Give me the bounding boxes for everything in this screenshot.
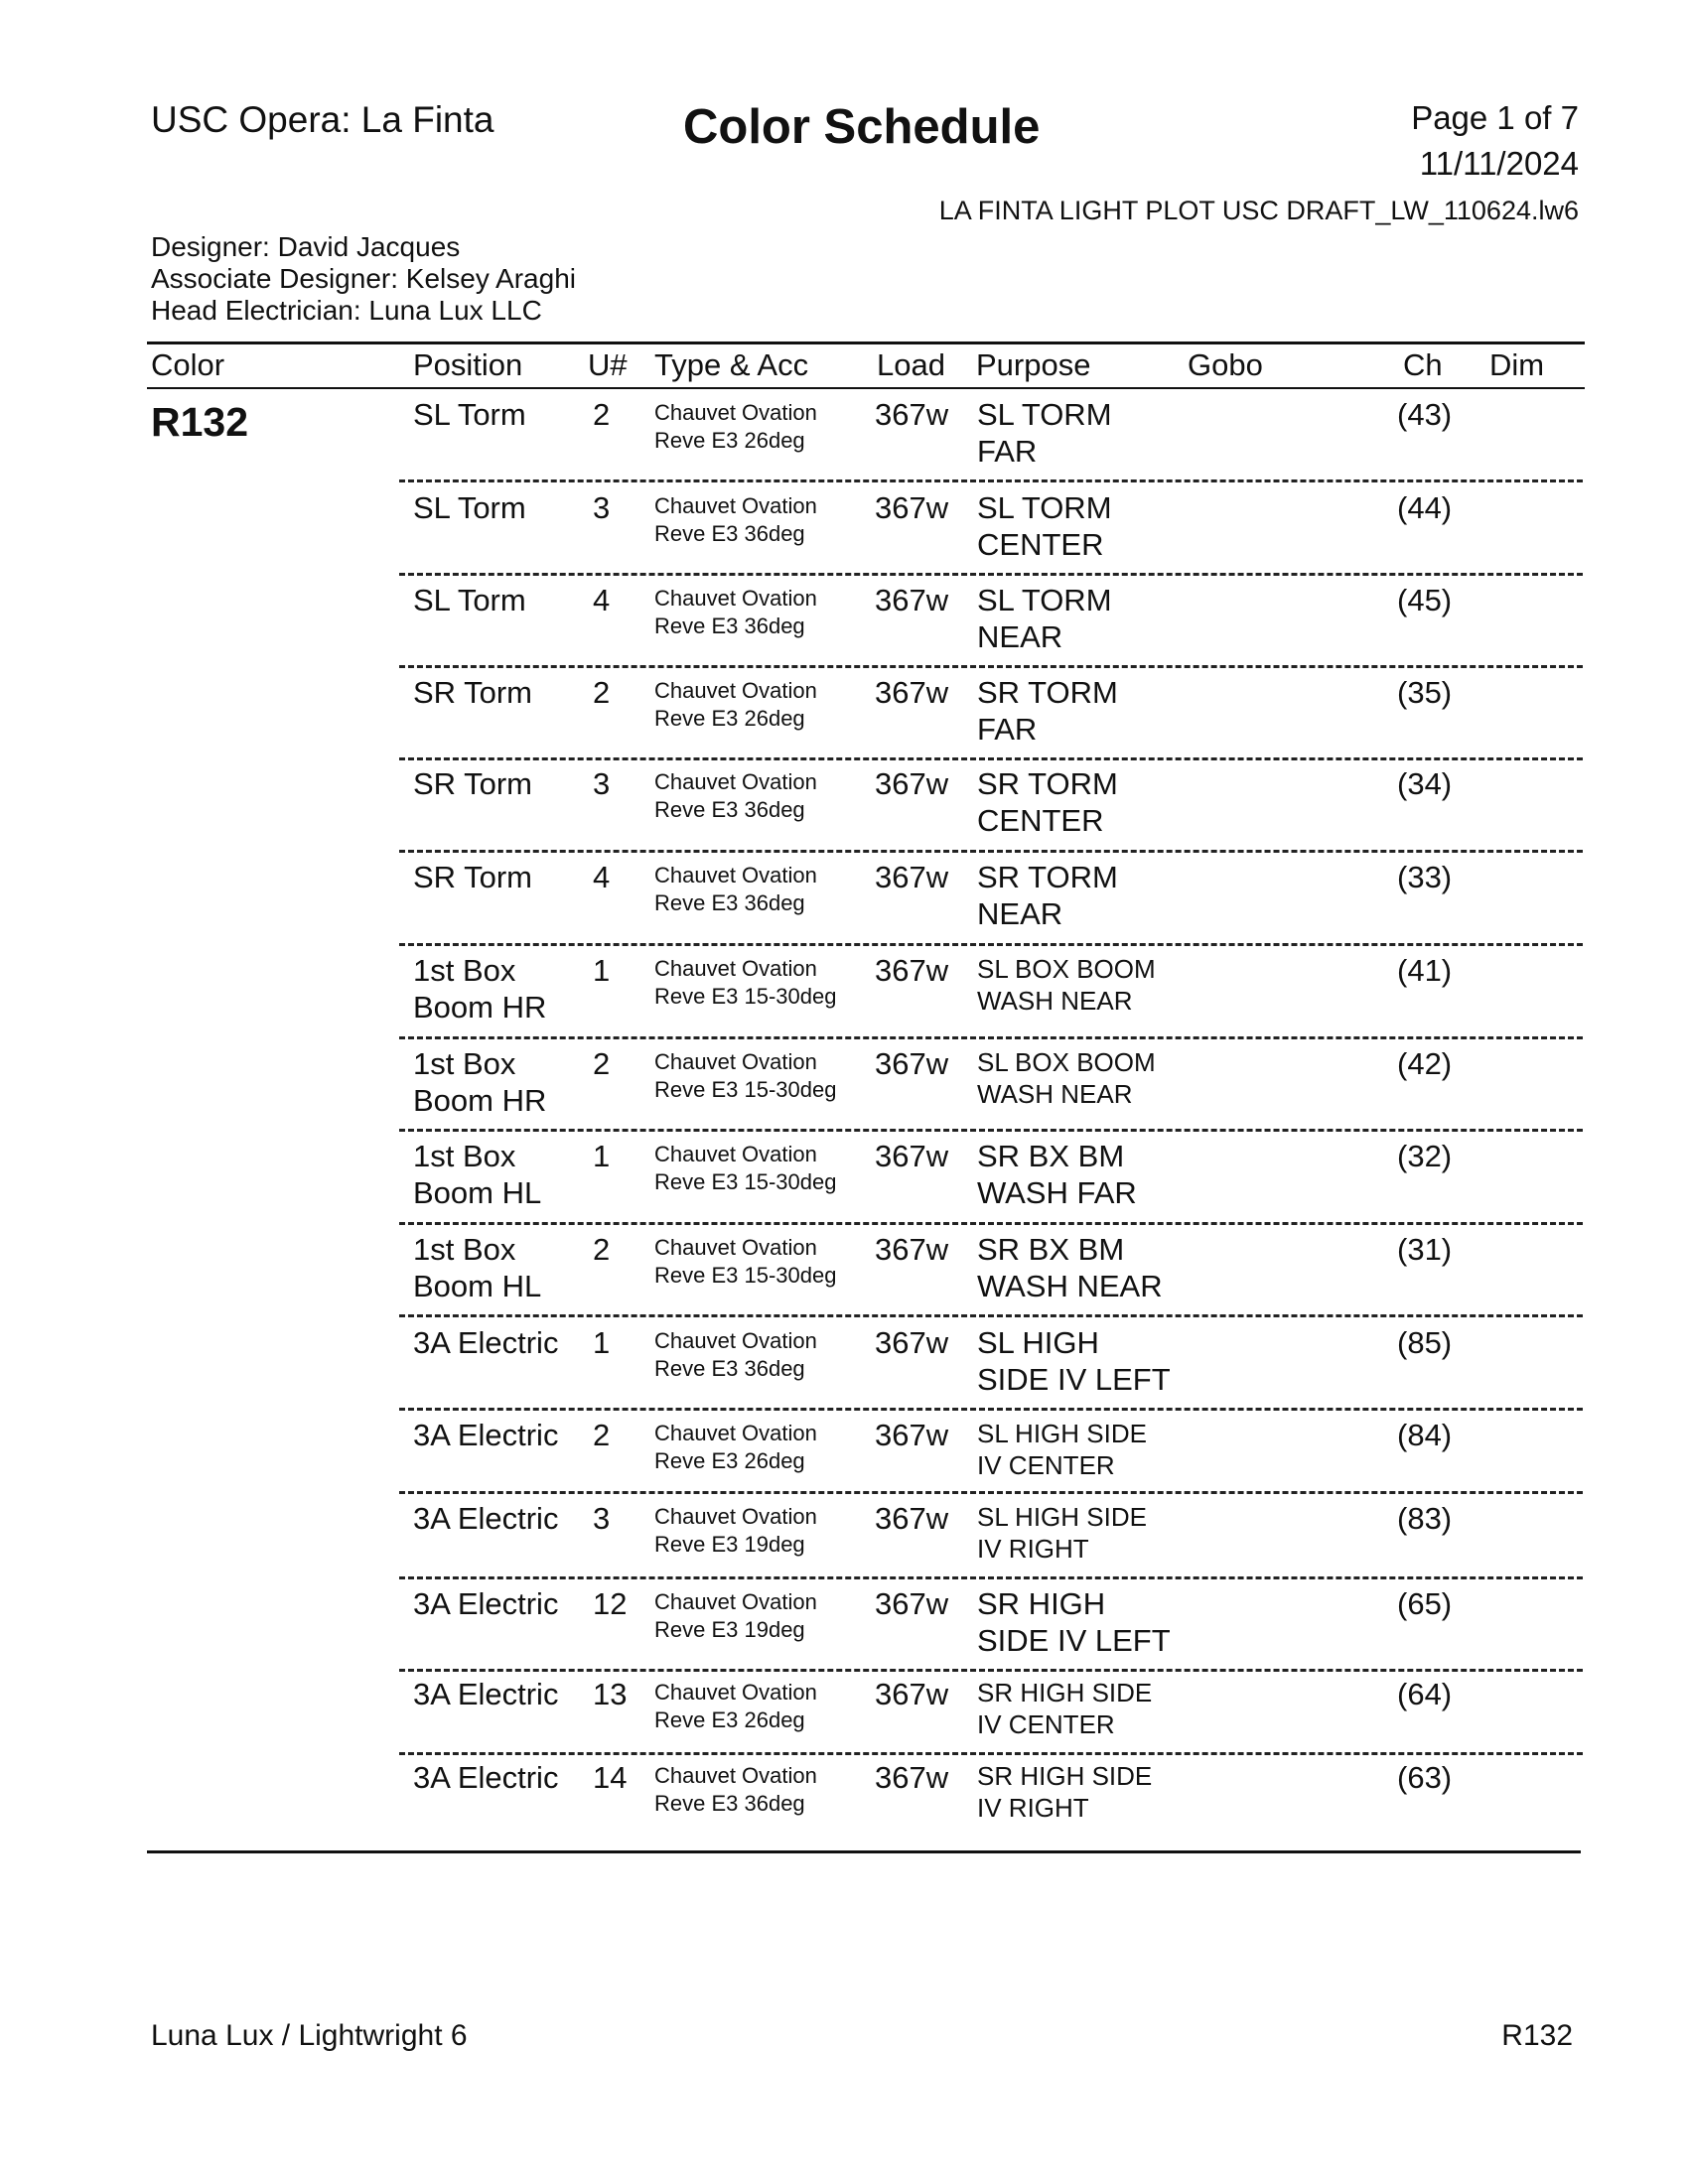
page-title: Color Schedule bbox=[683, 100, 1041, 154]
header-rule-bottom bbox=[147, 387, 1585, 389]
channel-cell: (42) bbox=[1397, 1046, 1453, 1081]
unit-cell: 3 bbox=[593, 1501, 611, 1536]
unit-cell: 4 bbox=[593, 860, 611, 894]
row-separator bbox=[399, 1669, 1583, 1672]
position-cell: 1st Box Boom HR bbox=[413, 953, 547, 1024]
file-name: LA FINTA LIGHT PLOT USC DRAFT_LW_110624.lw6 bbox=[938, 196, 1579, 225]
unit-cell: 12 bbox=[593, 1586, 628, 1621]
type-accessory-cell: Chauvet Ovation Reve E3 36deg bbox=[654, 1763, 817, 1816]
position-cell: 1st Box Boom HR bbox=[413, 1046, 547, 1118]
channel-cell: (65) bbox=[1397, 1586, 1453, 1621]
position-cell: SL Torm bbox=[413, 583, 526, 617]
type-accessory-cell: Chauvet Ovation Reve E3 19deg bbox=[654, 1504, 817, 1557]
purpose-cell: SL BOX BOOM WASH NEAR bbox=[977, 954, 1156, 1016]
channel-cell: (32) bbox=[1397, 1139, 1453, 1173]
row-separator bbox=[399, 1129, 1583, 1132]
designer-credit: Designer: David Jacques bbox=[151, 231, 461, 262]
load-cell: 367w bbox=[875, 583, 949, 617]
unit-cell: 2 bbox=[593, 1232, 611, 1267]
column-header-channel: Ch bbox=[1403, 347, 1443, 382]
load-cell: 367w bbox=[875, 766, 949, 801]
type-accessory-cell: Chauvet Ovation Reve E3 36deg bbox=[654, 863, 817, 915]
position-cell: 3A Electric bbox=[413, 1325, 559, 1360]
row-separator bbox=[399, 1408, 1583, 1411]
row-separator bbox=[399, 573, 1583, 576]
purpose-cell: SR TORM NEAR bbox=[977, 860, 1118, 931]
row-separator bbox=[399, 850, 1583, 853]
purpose-cell: SL HIGH SIDE IV CENTER bbox=[977, 1419, 1147, 1480]
type-accessory-cell: Chauvet Ovation Reve E3 26deg bbox=[654, 678, 817, 731]
associate-designer-credit: Associate Designer: Kelsey Araghi bbox=[151, 263, 576, 294]
column-header-load: Load bbox=[877, 347, 945, 382]
position-cell: 3A Electric bbox=[413, 1501, 559, 1536]
channel-cell: (35) bbox=[1397, 675, 1453, 710]
type-accessory-cell: Chauvet Ovation Reve E3 15-30deg bbox=[654, 1049, 837, 1102]
table-end-rule bbox=[147, 1850, 1581, 1853]
purpose-cell: SR BX BM WASH NEAR bbox=[977, 1232, 1163, 1303]
position-cell: SL Torm bbox=[413, 397, 526, 432]
channel-cell: (64) bbox=[1397, 1677, 1453, 1711]
type-accessory-cell: Chauvet Ovation Reve E3 15-30deg bbox=[654, 956, 837, 1009]
type-accessory-cell: Chauvet Ovation Reve E3 36deg bbox=[654, 1328, 817, 1381]
column-header-purpose: Purpose bbox=[976, 347, 1091, 382]
load-cell: 367w bbox=[875, 1418, 949, 1452]
load-cell: 367w bbox=[875, 1586, 949, 1621]
position-cell: 3A Electric bbox=[413, 1677, 559, 1711]
type-accessory-cell: Chauvet Ovation Reve E3 36deg bbox=[654, 586, 817, 638]
position-cell: SR Torm bbox=[413, 675, 533, 710]
unit-cell: 1 bbox=[593, 1325, 611, 1360]
position-cell: SR Torm bbox=[413, 860, 533, 894]
position-cell: 3A Electric bbox=[413, 1418, 559, 1452]
load-cell: 367w bbox=[875, 675, 949, 710]
channel-cell: (43) bbox=[1397, 397, 1453, 432]
type-accessory-cell: Chauvet Ovation Reve E3 15-30deg bbox=[654, 1142, 837, 1194]
purpose-cell: SR HIGH SIDE IV LEFT bbox=[977, 1586, 1171, 1658]
position-cell: 1st Box Boom HL bbox=[413, 1139, 542, 1210]
head-electrician-credit: Head Electrician: Luna Lux LLC bbox=[151, 295, 542, 326]
footer-color: R132 bbox=[1501, 2019, 1573, 2052]
channel-cell: (41) bbox=[1397, 953, 1453, 988]
row-separator bbox=[399, 1036, 1583, 1039]
row-separator bbox=[399, 757, 1583, 760]
row-separator bbox=[399, 1314, 1583, 1317]
row-separator bbox=[399, 1491, 1583, 1494]
channel-cell: (44) bbox=[1397, 490, 1453, 525]
unit-cell: 2 bbox=[593, 675, 611, 710]
row-separator bbox=[399, 665, 1583, 668]
purpose-cell: SL HIGH SIDE IV RIGHT bbox=[977, 1502, 1147, 1564]
type-accessory-cell: Chauvet Ovation Reve E3 26deg bbox=[654, 400, 817, 453]
load-cell: 367w bbox=[875, 1501, 949, 1536]
unit-cell: 3 bbox=[593, 766, 611, 801]
purpose-cell: SL BOX BOOM WASH NEAR bbox=[977, 1047, 1156, 1109]
purpose-cell: SL TORM FAR bbox=[977, 397, 1112, 469]
unit-cell: 14 bbox=[593, 1760, 628, 1795]
row-separator bbox=[399, 1222, 1583, 1225]
channel-cell: (34) bbox=[1397, 766, 1453, 801]
show-title: USC Opera: La Finta bbox=[151, 99, 494, 140]
purpose-cell: SL HIGH SIDE IV LEFT bbox=[977, 1325, 1171, 1397]
type-accessory-cell: Chauvet Ovation Reve E3 26deg bbox=[654, 1421, 817, 1473]
position-cell: 1st Box Boom HL bbox=[413, 1232, 542, 1303]
load-cell: 367w bbox=[875, 1677, 949, 1711]
purpose-cell: SL TORM CENTER bbox=[977, 490, 1112, 562]
purpose-cell: SR HIGH SIDE IV RIGHT bbox=[977, 1761, 1153, 1823]
purpose-cell: SR TORM CENTER bbox=[977, 766, 1118, 838]
load-cell: 367w bbox=[875, 1232, 949, 1267]
load-cell: 367w bbox=[875, 1046, 949, 1081]
unit-cell: 4 bbox=[593, 583, 611, 617]
load-cell: 367w bbox=[875, 1139, 949, 1173]
column-header-gobo: Gobo bbox=[1188, 347, 1263, 382]
position-cell: SR Torm bbox=[413, 766, 533, 801]
unit-cell: 3 bbox=[593, 490, 611, 525]
footer-software: Luna Lux / Lightwright 6 bbox=[151, 2019, 468, 2052]
channel-cell: (45) bbox=[1397, 583, 1453, 617]
row-separator bbox=[399, 479, 1583, 482]
row-separator bbox=[399, 943, 1583, 946]
load-cell: 367w bbox=[875, 860, 949, 894]
column-header-unit: U# bbox=[588, 347, 628, 382]
type-accessory-cell: Chauvet Ovation Reve E3 19deg bbox=[654, 1589, 817, 1642]
channel-cell: (83) bbox=[1397, 1501, 1453, 1536]
unit-cell: 2 bbox=[593, 1046, 611, 1081]
purpose-cell: SR TORM FAR bbox=[977, 675, 1118, 747]
unit-cell: 2 bbox=[593, 1418, 611, 1452]
type-accessory-cell: Chauvet Ovation Reve E3 36deg bbox=[654, 769, 817, 822]
column-header-type: Type & Acc bbox=[654, 347, 809, 382]
channel-cell: (31) bbox=[1397, 1232, 1453, 1267]
type-accessory-cell: Chauvet Ovation Reve E3 36deg bbox=[654, 493, 817, 546]
position-cell: 3A Electric bbox=[413, 1760, 559, 1795]
type-accessory-cell: Chauvet Ovation Reve E3 26deg bbox=[654, 1680, 817, 1732]
load-cell: 367w bbox=[875, 1760, 949, 1795]
row-separator bbox=[399, 1752, 1583, 1755]
unit-cell: 1 bbox=[593, 953, 611, 988]
unit-cell: 1 bbox=[593, 1139, 611, 1173]
load-cell: 367w bbox=[875, 397, 949, 432]
load-cell: 367w bbox=[875, 953, 949, 988]
position-cell: 3A Electric bbox=[413, 1586, 559, 1621]
channel-cell: (84) bbox=[1397, 1418, 1453, 1452]
channel-cell: (63) bbox=[1397, 1760, 1453, 1795]
type-accessory-cell: Chauvet Ovation Reve E3 15-30deg bbox=[654, 1235, 837, 1288]
column-header-dim: Dim bbox=[1489, 347, 1545, 382]
purpose-cell: SL TORM NEAR bbox=[977, 583, 1112, 654]
unit-cell: 2 bbox=[593, 397, 611, 432]
channel-cell: (33) bbox=[1397, 860, 1453, 894]
header-rule-top bbox=[147, 341, 1585, 344]
load-cell: 367w bbox=[875, 490, 949, 525]
column-header-color: Color bbox=[151, 347, 225, 382]
purpose-cell: SR HIGH SIDE IV CENTER bbox=[977, 1678, 1153, 1739]
color-group-label: R132 bbox=[151, 399, 249, 445]
print-date: 11/11/2024 bbox=[1419, 145, 1579, 182]
purpose-cell: SR BX BM WASH FAR bbox=[977, 1139, 1137, 1210]
column-header-position: Position bbox=[413, 347, 523, 382]
load-cell: 367w bbox=[875, 1325, 949, 1360]
unit-cell: 13 bbox=[593, 1677, 628, 1711]
row-separator bbox=[399, 1576, 1583, 1579]
page-number: Page 1 of 7 bbox=[1411, 99, 1579, 136]
position-cell: SL Torm bbox=[413, 490, 526, 525]
channel-cell: (85) bbox=[1397, 1325, 1453, 1360]
